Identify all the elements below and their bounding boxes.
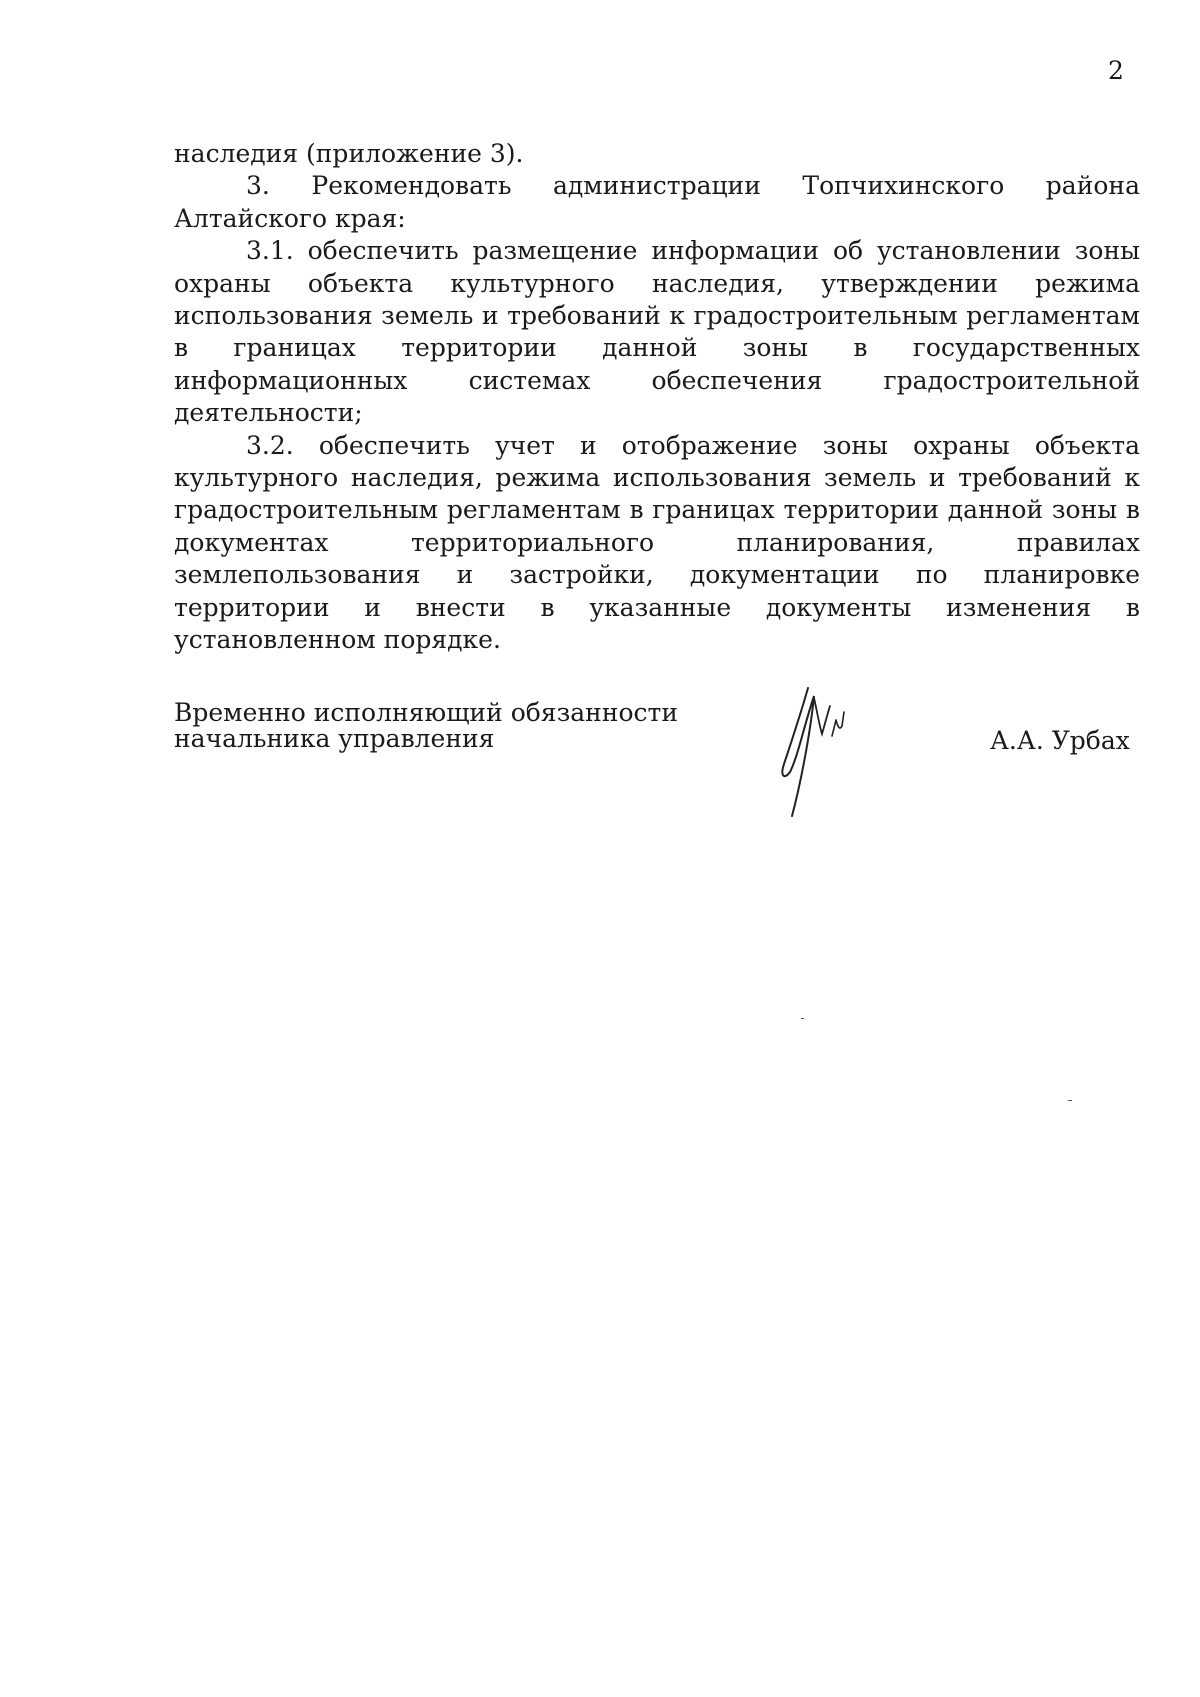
signatory-position xyxy=(174,700,678,752)
document-body xyxy=(174,138,1140,657)
paragraph-continuation: наследия (приложение 3). xyxy=(174,139,524,168)
paragraph-item-3-1: 3.1. обеспечить размещение информации об установлении зоны охраны объекта культурного наследия, утверждении режима использования земель и требований к градостроительным регламентам в границах территории данной зоны в государственных информационных системах обеспечения градостроительной деятельности; xyxy=(174,236,1140,428)
paragraph-item-3-2: 3.2. обеспечить учет и отображение зоны охраны объекта культурного наследия, режима использования земель и требований к градостроительным регламентам в границах территории данной зоны в документах территориального планирования, правилах землепользования и застройки, документации по планировке территории и внести в указанные документы изменения в установленном порядке. xyxy=(174,430,1140,655)
scan-speck xyxy=(801,1018,804,1019)
page-number: 2 xyxy=(1108,56,1124,85)
paragraph-item-3: 3. Рекомендовать администрации Топчихинского района Алтайского края: xyxy=(174,171,1140,233)
scan-speck xyxy=(1068,1100,1072,1101)
signatory-position-line2: начальника управления xyxy=(174,724,495,753)
signatory-name: А.А. Урбах xyxy=(990,726,1130,755)
handwritten-signature xyxy=(770,676,900,826)
signatory-position-line1: Временно исполняющий обязанности xyxy=(174,698,678,727)
